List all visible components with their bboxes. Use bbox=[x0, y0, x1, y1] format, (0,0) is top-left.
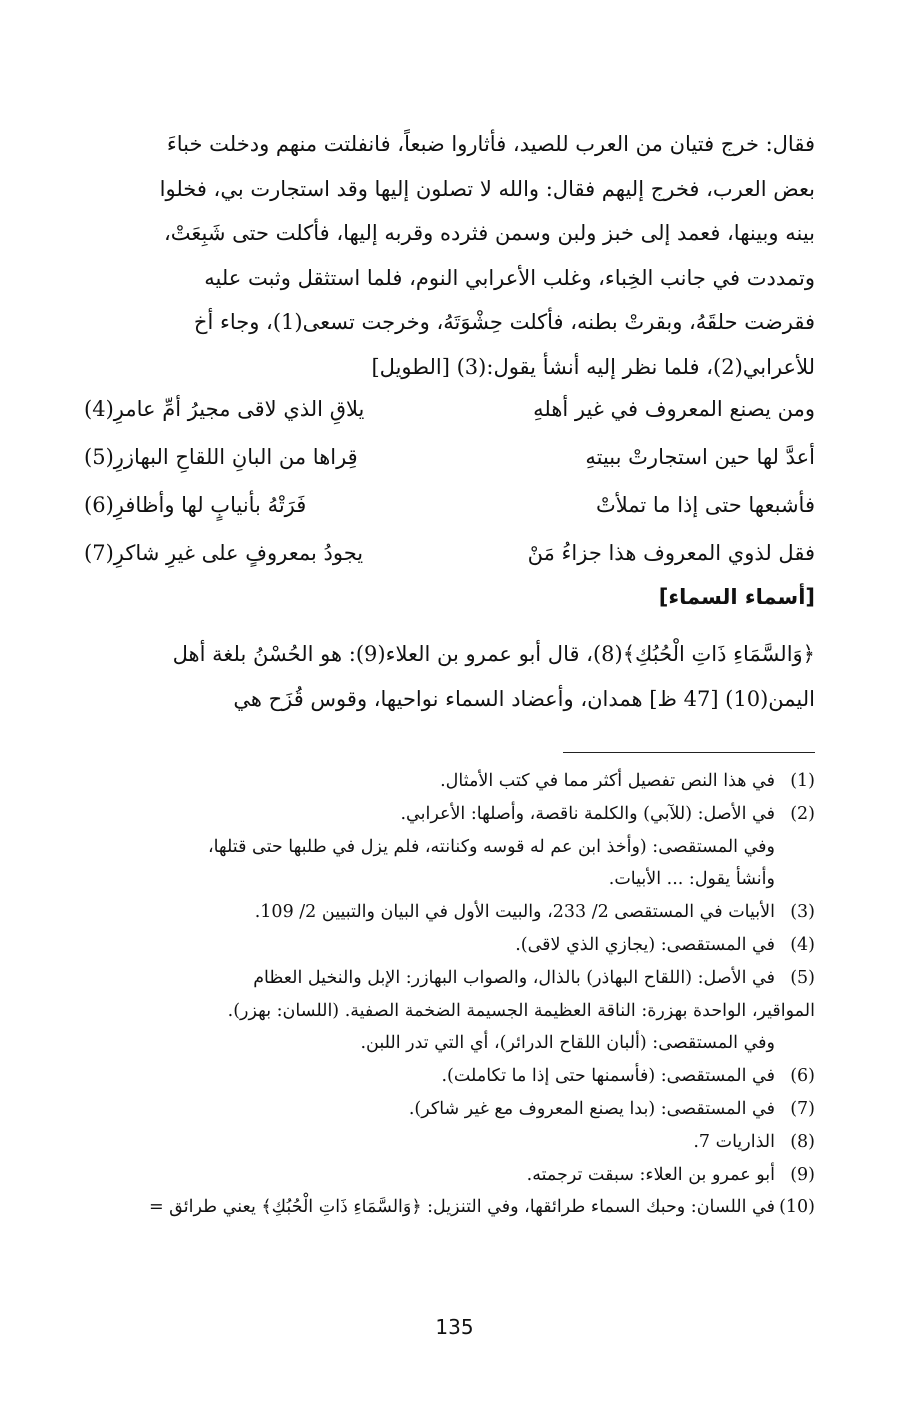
poem-verse bbox=[84, 529, 815, 577]
footnote-number: (2) bbox=[790, 803, 815, 824]
verse-second-hemistich: يلاقِ الذي لاقى مجيرُ أمِّ عامرِ(4) bbox=[84, 397, 365, 421]
footnote-text: في الأصل: (اللقاح البهاذر) بالذال، والصواب البهازر: الإبل والنخيل العظام bbox=[253, 967, 775, 988]
footnote bbox=[88, 896, 815, 929]
footnote-text: أبو عمرو بن العلاء: سبقت ترجمته. bbox=[526, 1164, 775, 1185]
footnote bbox=[88, 929, 815, 962]
footnote-text: الأبيات في المستقصى 2/ 233، والبيت الأول في البيان والتبيين 2/ 109. bbox=[254, 902, 775, 923]
body-paragraph bbox=[90, 632, 815, 721]
body-line: فقال: خرج فتيان من العرب للصيد، فأثاروا ضبعاً، فانفلتت منهم ودخلت خباءَ bbox=[166, 132, 815, 156]
footnote-number: (5) bbox=[790, 967, 815, 988]
footnote-text: في المستقصى: (بدا يصنع المعروف مع غير شاكر). bbox=[408, 1098, 775, 1119]
footnote-text: في المستقصى: (يجازي الذي لاقى). bbox=[515, 934, 775, 955]
footnote-number: (7) bbox=[790, 1098, 815, 1119]
body-line: للأعرابي(2)، فلما نظر إليه أنشأ يقول:(3) [الطويل] bbox=[371, 354, 815, 379]
verse-second-hemistich: يجودُ بمعروفٍ على غيرِ شاكرِ(7) bbox=[84, 541, 364, 565]
footnotes bbox=[88, 765, 815, 1224]
footnote-number: (8) bbox=[790, 1131, 815, 1152]
verse-first-hemistich: أعدَّ لها حين استجارتْ ببيتهِ bbox=[585, 445, 815, 469]
footnote bbox=[88, 1159, 815, 1192]
footnote-number: (3) bbox=[790, 902, 815, 923]
footnote bbox=[88, 1060, 815, 1093]
footnote-text: في هذا النص تفصيل أكثر مما في كتب الأمثال. bbox=[440, 771, 775, 791]
verse-first-hemistich: فأشبعها حتى إذا ما تملأتْ bbox=[595, 493, 815, 517]
verse-first-hemistich: فقل لذوي المعروف هذا جزاءُ مَنْ bbox=[527, 541, 815, 565]
footnote bbox=[88, 1126, 815, 1159]
poem-verse bbox=[84, 481, 815, 529]
footnote-continuation: وفي المستقصى: (ألبان اللقاح الدرائر)، أي التي تدر اللبن. bbox=[360, 1033, 775, 1054]
footnote-number: (1) bbox=[790, 771, 815, 791]
footnote-text: الذاريات 7. bbox=[693, 1131, 775, 1152]
body-line: بعض العرب، فخرج إليهم فقال: والله لا تصلون إليها وقد استجارت بي، فخلوا bbox=[159, 176, 815, 201]
footnote-text: في المستقصى: (فأسمنها حتى إذا ما تكاملت). bbox=[441, 1066, 775, 1087]
body-line: وتمددت في جانب الخِباء، وغلب الأعرابي النوم، فلما استثقل وثبت عليه bbox=[204, 265, 815, 290]
body-line: ﴿وَالسَّمَاءِ ذَاتِ الْحُبُكِ﴾(8)، قال أبو عمرو بن العلاء(9): هو الحُسْنُ بلغة أهل bbox=[172, 642, 815, 666]
body-line: بينه وبينها، فعمد إلى خبز ولبن وسمن فثرده وقربه إليها، فأكلت حتى شَبِعَتْ، bbox=[164, 221, 815, 245]
body-line: فقرضت حلقَهُ، وبقرتْ بطنه، فأكلت حِشْوَتَهُ، وخرجت تسعى(1)، وجاء أخ bbox=[193, 310, 815, 334]
footnote-continuation: وفي المستقصى: (وأخذ ابن عم له قوسه وكنانته، فلم يزل في طلبها حتى قتلها، bbox=[207, 836, 775, 857]
poem-verse bbox=[84, 433, 815, 481]
verse-second-hemistich: قِراها من البانِ اللقاحِ البهازرِ(5) bbox=[84, 445, 358, 469]
verse-first-hemistich: ومن يصنع المعروف في غير أهلهِ bbox=[533, 397, 815, 421]
poem bbox=[84, 385, 815, 577]
poem-verse bbox=[84, 385, 815, 433]
footnote bbox=[88, 798, 815, 831]
body-line: اليمن(10) [47 ظ] همدان، وأعضاد السماء نواحيها، وقوس قُزَح هي bbox=[233, 686, 815, 711]
footnote bbox=[88, 1191, 815, 1224]
footnote bbox=[88, 1093, 815, 1126]
footnote-continuation: المواقير، الواحدة بهزرة: الناقة العظيمة الجسيمة الضخمة الصفية. (اللسان: بهزر). bbox=[227, 1000, 815, 1021]
footnote bbox=[88, 765, 815, 798]
footnote-continuation: وأنشأ يقول: ... الأبيات. bbox=[608, 869, 775, 890]
footnote-text: في الأصل: (للآبي) والكلمة ناقصة، وأصلها: الأعرابي. bbox=[400, 803, 775, 824]
footnote-number: (6) bbox=[790, 1066, 815, 1087]
footnote-number: (9) bbox=[790, 1164, 815, 1185]
section-heading: [أسماء السماء] bbox=[658, 585, 815, 609]
body-paragraph bbox=[90, 122, 815, 389]
footnote bbox=[88, 962, 815, 995]
footnote-text: في اللسان: وحبك السماء طرائقها، وفي التنزيل: ﴿وَالسَّمَاءِ ذَاتِ الْحُبُكِ﴾ يعني طرائق = bbox=[148, 1197, 775, 1218]
page-number: 135 bbox=[435, 1315, 474, 1339]
footnote-separator bbox=[563, 752, 815, 753]
footnote-number: (4) bbox=[790, 934, 815, 955]
verse-second-hemistich: فَرَتْهُ بأنيابٍ لها وأظافرِ(6) bbox=[84, 493, 307, 517]
footnote-number: (10) bbox=[779, 1197, 815, 1218]
